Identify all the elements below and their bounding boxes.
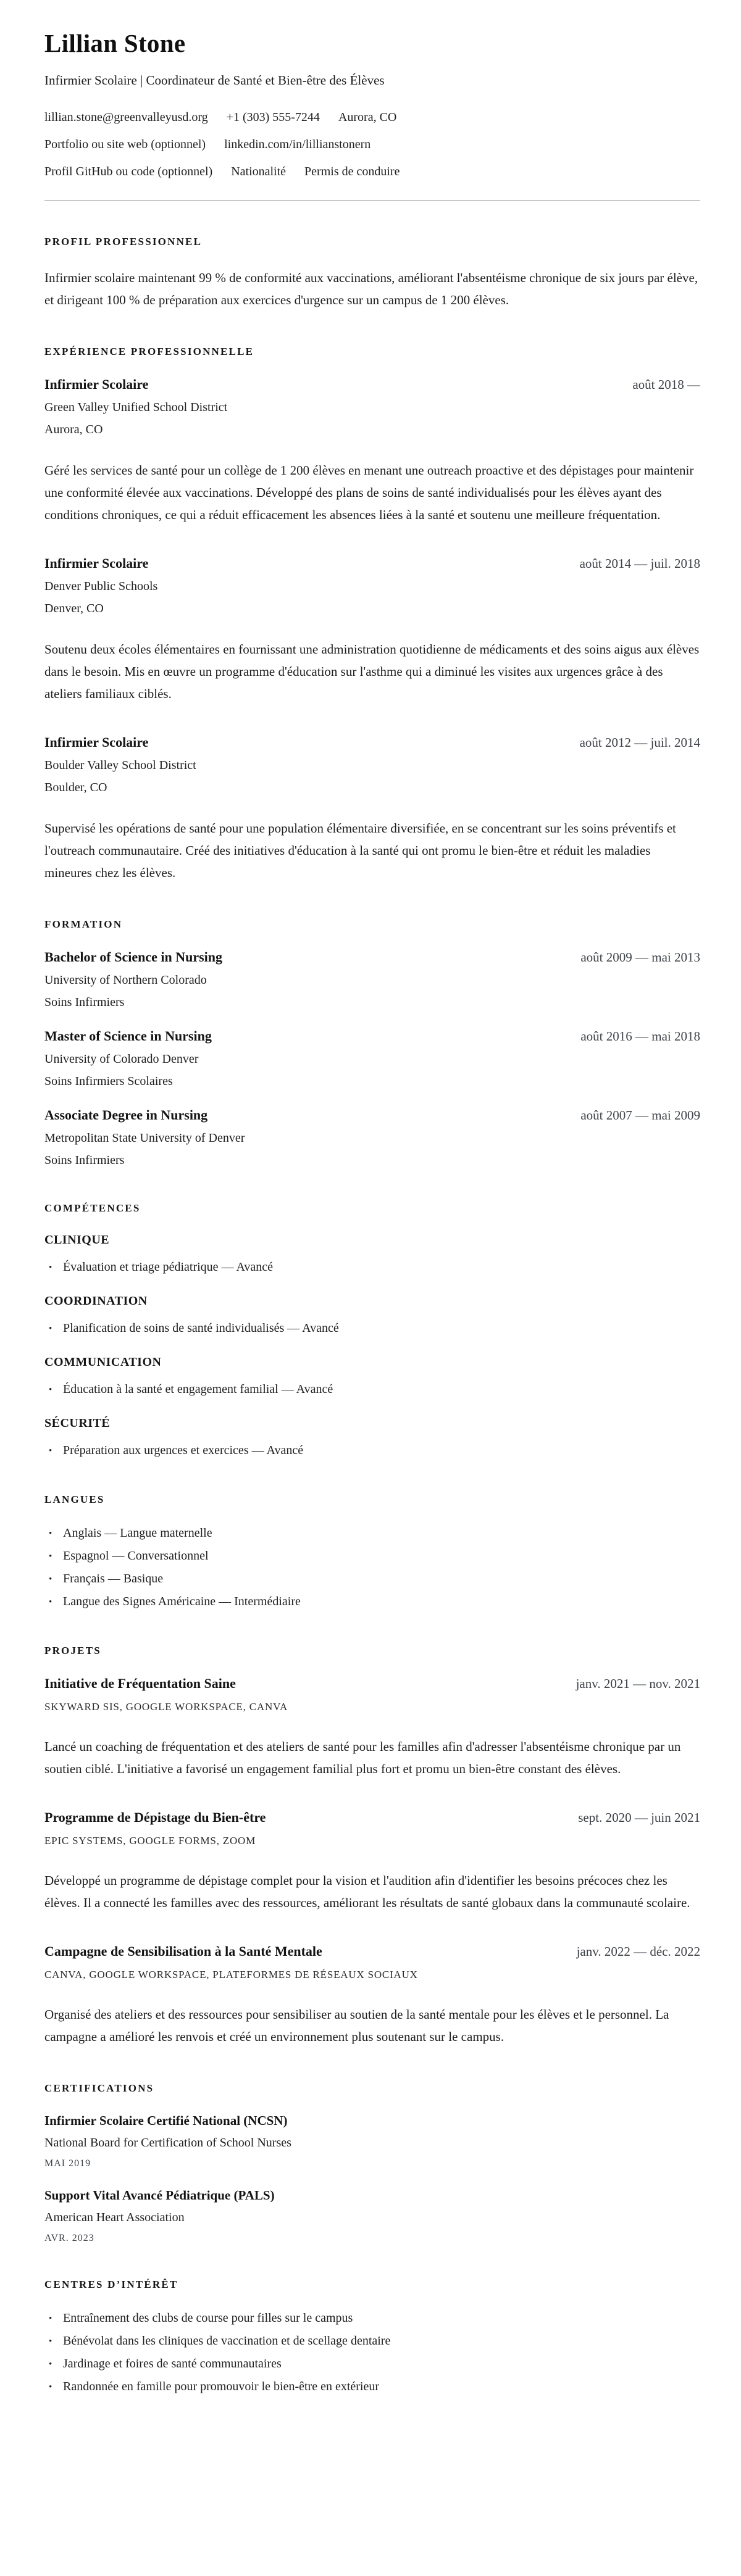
degree-title: Master of Science in Nursing [44, 1028, 212, 1044]
education-entry [44, 1028, 700, 1089]
language-item: • Anglais — Langue maternelle [44, 1524, 700, 1542]
project-tools: EPIC SYSTEMS, GOOGLE FORMS, ZOOM [44, 1835, 256, 1847]
skill-list [44, 1381, 700, 1398]
job-location: Denver, CO [44, 602, 104, 615]
degree-field: Soins Infirmiers Scolaires [44, 1074, 173, 1088]
contact-location: Aurora, CO [338, 110, 397, 124]
contact-driving-license: Permis de conduire [304, 165, 400, 178]
job-title: Infirmier Scolaire [44, 555, 149, 571]
certification-title: Infirmier Scolaire Certifié National (NCSN) [44, 2113, 288, 2128]
skill-group [44, 1233, 700, 1276]
job-dates: août 2014 — juil. 2018 [579, 556, 700, 571]
certification-title: Support Vital Avancé Pédiatrique (PALS) [44, 2188, 275, 2203]
job-dates: août 2018 — [632, 377, 700, 392]
degree-field: Soins Infirmiers [44, 995, 125, 1009]
project-title: Initiative de Fréquentation Saine [44, 1676, 236, 1691]
experience-entry-header [44, 376, 700, 393]
job-description: Supervisé les opérations de santé pour une population élémentaire diversifiée, en se concentrant sur les soins préventifs et l'outreach communautaire. Créé des initiatives d'éducation à la santé qui ont promu le bien-être et réduit les maladies mineures chez les élèves. [44, 821, 676, 880]
project-entry [44, 1943, 700, 2048]
job-title: Infirmier Scolaire [44, 376, 149, 392]
job-company: Boulder Valley School District [44, 758, 196, 772]
job-dates: août 2012 — juil. 2014 [579, 735, 700, 750]
job-company: Denver Public Schools [44, 580, 158, 593]
skill-list [44, 1319, 700, 1337]
experience-entry [44, 555, 700, 705]
section-certifications [44, 2082, 700, 2244]
interest-item: • Bénévolat dans les cliniques de vaccination et de scellage dentaire [44, 2332, 700, 2350]
interest-item: • Jardinage et foires de santé communautaires [44, 2355, 700, 2372]
experience-entry [44, 734, 700, 884]
contact-phone: +1 (303) 555-7244 [226, 110, 320, 124]
interest-item: • Entraînement des clubs de course pour filles sur le campus [44, 2309, 700, 2327]
contact-row-2 [44, 138, 700, 152]
contact-row-1 [44, 110, 700, 125]
contact-github: Profil GitHub ou code (optionnel) [44, 165, 213, 178]
project-dates: janv. 2021 — nov. 2021 [576, 1676, 700, 1691]
contact-row-3 [44, 165, 700, 179]
certification-date: AVR. 2023 [44, 2233, 94, 2243]
skill-item: • Éducation à la santé et engagement familial — Avancé [44, 1381, 700, 1398]
language-item: • Langue des Signes Américaine — Intermédiaire [44, 1593, 700, 1610]
experience-entry-header [44, 555, 700, 571]
candidate-name: Lillian Stone [44, 29, 186, 57]
language-item: • Espagnol — Conversationnel [44, 1547, 700, 1564]
section-profile [44, 236, 700, 311]
contact-email: lillian.stone@greenvalleyusd.org [44, 110, 208, 124]
project-description: Développé un programme de dépistage complet pour la vision et l'audition afin d'identifier les besoins précoces chez les élèves. Il a connecté les familles avec des ressources, améliorant les résultats de santé globaux dans la communauté scolaire. [44, 1873, 690, 1910]
education-entry-header [44, 1107, 700, 1123]
skill-group [44, 1355, 700, 1398]
section-languages [44, 1494, 700, 1610]
education-entry [44, 949, 700, 1010]
interest-list [44, 2309, 700, 2395]
certification-issuer: American Heart Association [44, 2211, 185, 2224]
project-entry-header [44, 1809, 700, 1826]
experience-entry-header [44, 734, 700, 750]
language-list [44, 1524, 700, 1610]
project-entry-header [44, 1943, 700, 1959]
project-description: Organisé des ateliers et des ressources pour sensibiliser au soutien de la santé mentale pour les élèves et le personnel. La campagne a amélioré les renvois et créé un environnement plus soutenant sur le campus. [44, 2007, 669, 2044]
section-interests [44, 2279, 700, 2395]
section-heading-certifications: CERTIFICATIONS [44, 2082, 154, 2094]
skill-item: • Préparation aux urgences et exercices — Avancé [44, 1442, 700, 1459]
section-heading-projects: PROJETS [44, 1645, 101, 1656]
job-location: Boulder, CO [44, 781, 107, 794]
section-heading-skills: COMPÉTENCES [44, 1202, 141, 1214]
certification-entry [44, 2113, 700, 2169]
project-entry [44, 1809, 700, 1914]
job-company: Green Valley Unified School District [44, 401, 228, 414]
degree-dates: août 2007 — mai 2009 [580, 1108, 700, 1123]
resume-header [44, 28, 700, 201]
job-description: Géré les services de santé pour un collège de 1 200 élèves en menant une outreach proactive et des dépistages pour maintenir une conformité élevée aux vaccinations. Développé des plans de soins de santé individualisés pour les élèves ayant des conditions chroniques, ce qui a réduit efficacement les absences liées à la santé et soutenu une meilleure fréquentation. [44, 463, 694, 522]
project-dates: sept. 2020 — juin 2021 [578, 1810, 700, 1825]
education-entry-header [44, 1028, 700, 1044]
degree-school: University of Colorado Denver [44, 1052, 199, 1066]
skill-item: • Évaluation et triage pédiatrique — Avancé [44, 1258, 700, 1276]
degree-school: Metropolitan State University of Denver [44, 1131, 245, 1145]
skill-group-name: CLINIQUE [44, 1233, 110, 1247]
project-tools: CANVA, GOOGLE WORKSPACE, PLATEFORMES DE RÉSEAUX SOCIAUX [44, 1969, 418, 1980]
skill-list [44, 1442, 700, 1459]
certification-issuer: National Board for Certification of School Nurses [44, 2136, 291, 2150]
section-projects [44, 1645, 700, 2048]
skill-group-name: COORDINATION [44, 1294, 148, 1308]
job-description: Soutenu deux écoles élémentaires en fournissant une administration quotidienne de médicaments et des soins aigus aux élèves dans le besoin. Mis en œuvre un programme d'éducation sur l'asthme qui a diminué les visites aux urgences grâce à des ateliers familiaux ciblés. [44, 642, 700, 701]
section-heading-profile: PROFIL PROFESSIONNEL [44, 236, 203, 247]
section-heading-interests: CENTRES D’INTÉRÊT [44, 2279, 178, 2290]
education-entry-header [44, 949, 700, 965]
skill-item: • Planification de soins de santé individualisés — Avancé [44, 1319, 700, 1337]
contact-linkedin: linkedin.com/in/lillianstonern [224, 138, 371, 151]
job-location: Aurora, CO [44, 423, 103, 436]
candidate-title: Infirmier Scolaire | Coordinateur de Santé et Bien-être des Élèves [44, 73, 385, 88]
skill-list [44, 1258, 700, 1276]
section-experience [44, 346, 700, 884]
experience-entry [44, 376, 700, 526]
skill-group [44, 1294, 700, 1337]
education-entry [44, 1107, 700, 1168]
project-entry [44, 1676, 700, 1780]
degree-dates: août 2016 — mai 2018 [580, 1029, 700, 1044]
section-skills [44, 1202, 700, 1459]
project-title: Campagne de Sensibilisation à la Santé Mentale [44, 1943, 322, 1959]
certification-date: MAI 2019 [44, 2158, 91, 2169]
project-title: Programme de Dépistage du Bien-être [44, 1809, 266, 1825]
section-heading-education: FORMATION [44, 918, 123, 930]
project-description: Lancé un coaching de fréquentation et des ateliers de santé pour les familles afin d'adresser l'absentéisme chronique par un soutien ciblé. L'initiative a favorisé un engagement familial plus fort et promu un bien-être constant des élèves. [44, 1739, 681, 1776]
degree-school: University of Northern Colorado [44, 973, 207, 987]
job-title: Infirmier Scolaire [44, 734, 149, 750]
skill-group-name: COMMUNICATION [44, 1355, 162, 1369]
degree-title: Associate Degree in Nursing [44, 1107, 208, 1123]
header-divider [44, 200, 700, 201]
section-heading-experience: EXPÉRIENCE PROFESSIONNELLE [44, 346, 254, 357]
language-item: • Français — Basique [44, 1570, 700, 1587]
skill-group [44, 1416, 700, 1459]
skill-group-name: SÉCURITÉ [44, 1416, 111, 1430]
project-tools: SKYWARD SIS, GOOGLE WORKSPACE, CANVA [44, 1701, 288, 1713]
profile-text: Infirmier scolaire maintenant 99 % de conformité aux vaccinations, améliorant l'absentéisme chronique de six jours par élève, et dirigeant 100 % de préparation aux exercices d'urgence sur un campus de 1 200 élèves. [44, 270, 698, 307]
section-education [44, 918, 700, 1168]
contact-portfolio: Portfolio ou site web (optionnel) [44, 138, 206, 151]
contact-nationality: Nationalité [231, 165, 287, 178]
project-dates: janv. 2022 — déc. 2022 [576, 1944, 700, 1959]
certification-entry [44, 2188, 700, 2244]
degree-title: Bachelor of Science in Nursing [44, 949, 223, 965]
project-entry-header [44, 1676, 700, 1692]
section-heading-languages: LANGUES [44, 1494, 105, 1505]
interest-item: • Randonnée en famille pour promouvoir le bien-être en extérieur [44, 2378, 700, 2395]
degree-field: Soins Infirmiers [44, 1153, 125, 1167]
degree-dates: août 2009 — mai 2013 [580, 950, 700, 965]
